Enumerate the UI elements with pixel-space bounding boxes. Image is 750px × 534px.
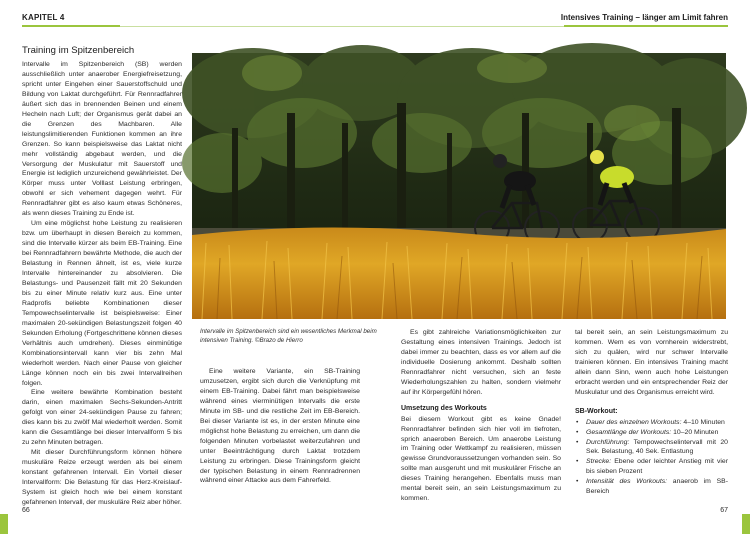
paragraph: Mit dieser Durchführungsform können höhere muskuläre Reize erzeugt werden als bei einem konstant gefahrenen Intervall. Ein Vorteil dieser Intervallform: Die Belastung für das Herz-Kreislauf-System ist gleich hoch wie bei einem konstant gefahrenen Intervall, der muskuläre Reiz aber höher. <box>22 449 182 506</box>
photo-caption: Intervalle im Spitzenbereich sind ein wesentliches Merkmal beim intensiven Training. ©Brazo de Hierro <box>200 328 377 344</box>
bullet-icon: • <box>576 438 579 446</box>
header-rule <box>564 25 728 27</box>
workout-item: • Strecke: Ebene oder leichter Anstieg mit vier bis sieben Prozent <box>576 458 728 476</box>
page-number-right: 67 <box>720 507 728 514</box>
paragraph: Eine weitere Variante, ein SB-Training umzusetzen, ergibt sich durch die Verknüpfung mit einem EB-Training. Dabei fährt man beispielsweise während eines vierminütigen Intervalls die erste Minute im SB- und die restliche Zeit im EB-Bereich. Bei dieser Variante ist es, in der ersten Minute eine möglichst hohe Belastung zu erreichen, um dann die folgenden Minuten vorbelastet weiterzufahren und unter Beeinträchtigung durch Laktat trotzdem Leistung zu erbringen. Diese Trainingsform gleicht der typischen Belastung in einem Rennradrennen während einer Attacke aus dem Fahrerfeld. <box>200 368 360 485</box>
header-rule <box>22 25 120 27</box>
bullet-icon: • <box>576 428 579 436</box>
workout-item: • Durchführung: Tempowechselintervall mit 20 Sek. Belastung, 40 Sek. Entlastung <box>576 438 728 456</box>
workout-list <box>575 418 728 498</box>
page-number-left: 66 <box>22 507 30 514</box>
paragraph: Intervalle im Spitzenbereich (SB) werden ausschließlich unter anaerober Energiefreisetzung, spricht unter Eingehen einer Sauerstoffschuld und Bildung von Laktat durchgeführt. Für Rennradfahrer äußert sich das in brennenden Beinen und einem Hecheln nach Luft; der Organismus gerät dabei an die Grenzen des Machbaren. Alle leistungslimitierenden Funktionen kommen an ihre Grenzen. So kann beispielsweise das Laktat nicht mehr vollständig abgebaut werden, und die Versorgung der Muskulatur mit Sauerstoff und Energie ist lediglich unzureichend gewährleistet. Der Körper muss unter Volllast Leistung erbringen, obwohl er sich vehement dagegen wehrt. Für Rennradfahrer gibt es also kaum etwas Schöneres, als wenn dieses Training zu Ende ist. <box>22 61 182 218</box>
paragraph: tal bereit sein, an sein Leistungsmaximum zu kommen. Wem es von vornherein widerstrebt, sich zu quälen, wird nur schwer Intervalle trainieren können. Ein intensives Training macht allein dann Sinn, wenn auch hohe Leistungen erbracht werden und ein entsprechender Reiz der Muskulatur und des Organismus erreicht wird. <box>575 329 728 396</box>
text-column-1 <box>22 60 182 506</box>
workout-box-title: SB-Workout: <box>575 407 618 415</box>
text-column-3 <box>401 328 561 503</box>
header-rule-thin <box>120 26 375 27</box>
chapter-header: KAPITEL 4 <box>22 13 65 22</box>
footer-accent-bar <box>0 514 8 534</box>
section-title: Training im Spitzenbereich <box>22 45 135 56</box>
bullet-icon: • <box>576 418 579 426</box>
bullet-icon: • <box>576 458 579 466</box>
paragraph: Es gibt zahlreiche Variationsmöglichkeiten zur Gestaltung eines intensiven Trainings. Jedoch ist dabei immer zu beachten, dass es vor allem auf die individuelle Dosierung ankommt. Deshalb sollten Rennradfahrer nicht versuchen, sich an feste Wiederholungszahlen zu halten, sondern vielmehr auf ihr Körpergefühl hören. <box>401 329 561 396</box>
footer-accent-bar <box>742 514 750 534</box>
paragraph: Eine weitere bewährte Kombination besteht darin, einen maximalen Sechs-Sekunden-Antritt gefolgt von einer 24-sekündigen Pause zu fahren; dies kann bis zu zwölf Mal wiederholt werden. Somit kann die Gesamtlänge bei dieser Intervallform 5 bis zu zehn Minuten betragen. <box>22 389 182 447</box>
paragraph: Um eine möglichst hohe Leistung zu realisieren bzw. um überhaupt in diesen Bereich zu kommen, sind die Intervalle kürzer als beim EB-Training. Eine bei Rennradfahrern bewährte Methode, die auch der Belastung in Rennen ähnelt, ist es, viele kurze Intervalle hintereinander zu absolvieren. Die Belastungs- und Pausenzeit fällt mit 20 Sekunden bis zu einer Minute relativ kurz aus. Eine unter Radprofis beliebte Kombinationen dieser Tempowechselintervalle ist beispielsweise: Einer maximalen 20-sekündigen Belastungszeit folgen 40 Sekunden Erholung (Fortgeschrittene können dieses Verhältnis auch umdrehen). Dieses einminütige Kombinationsintervall kann vier bis zehn Mal wiederholt werden. Nach einer Pause von gleicher Länge können noch ein bis zwei Intervallreihen folgen. <box>22 220 182 387</box>
text-column-2 <box>200 367 360 497</box>
workout-item: • Dauer des einzelnen Workouts: 4–10 Minuten <box>576 418 725 426</box>
workout-item: • Intensität des Workouts: anaerob im SB-Bereich <box>576 478 729 496</box>
subheading-workout-execution: Umsetzung des Workouts <box>401 404 487 412</box>
cyclists-photo <box>192 53 726 319</box>
bullet-icon: • <box>576 478 579 486</box>
text-column-4 <box>575 328 728 498</box>
workout-item: • Gesamtlänge der Workouts: 10–20 Minuten <box>576 428 719 436</box>
running-title: Intensives Training – länger am Limit fahren <box>560 13 728 22</box>
paragraph: Bei diesem Workout gibt es keine Gnade! Rennradfahrer befinden sich hier voll im tiefroten, sprich anaeroben Bereich. Um anaerobe Leistung im Training oder Wettkampf zu realisieren, müssen gewisse Grundvoraussetzungen vorhanden sein. So sollte man ausgeruht und mit muskulärer Frische an dieses Training herangehen. Ebenfalls muss man mental bereit sein, an sein Leistungsmaximum zu kommen. <box>401 415 561 503</box>
header-rule-thin <box>375 26 564 27</box>
